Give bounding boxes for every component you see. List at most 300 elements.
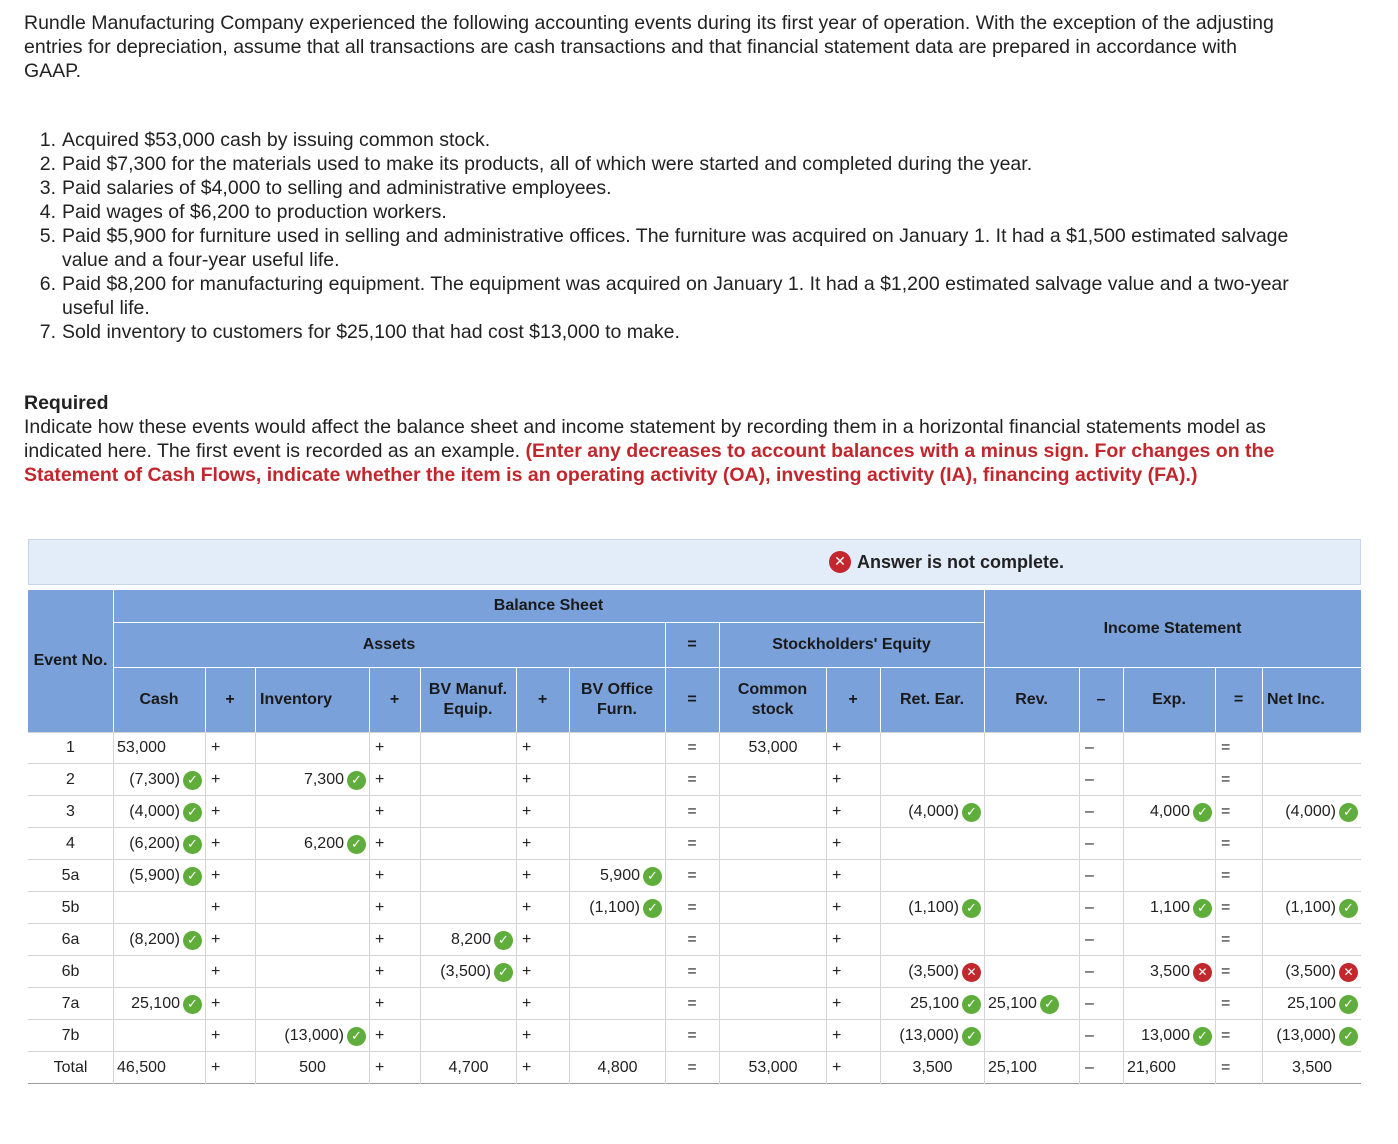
event-number: 2.: [39, 153, 56, 175]
event-number: 7.: [39, 321, 56, 343]
operator-equals: =: [687, 1059, 697, 1076]
header-divider: [880, 667, 881, 732]
check-circle-icon: ✓: [643, 867, 662, 886]
operator-plus: +: [211, 1059, 221, 1076]
operator-plus: +: [522, 739, 532, 756]
bv-office-furn-column-header: BV Office Furn.: [569, 667, 665, 732]
cell-value: (8,200): [129, 931, 180, 948]
ret-ear-input-cell[interactable]: [880, 764, 984, 796]
rev-column-header: Rev.: [984, 667, 1079, 732]
header-divider: [665, 622, 666, 667]
bv-office-input-cell: [569, 1052, 665, 1084]
operator-plus: +: [375, 803, 385, 820]
equals-header: =: [1215, 667, 1262, 732]
net-inc-input-cell[interactable]: [1262, 1020, 1361, 1052]
cash-input-cell[interactable]: [113, 796, 205, 828]
cell-value: (7,300): [129, 771, 180, 788]
operator-minus: –: [1085, 963, 1094, 980]
cell-value: 5,900: [599, 867, 640, 884]
ret-ear-input-cell[interactable]: [880, 732, 984, 764]
bv-manuf-input-cell[interactable]: [420, 1020, 516, 1052]
ret-ear-input-cell[interactable]: [880, 988, 984, 1020]
header-divider: [719, 667, 720, 732]
operator-equals: =: [687, 899, 697, 916]
event-no-header: Event No.: [28, 590, 113, 732]
check-circle-icon: ✓: [962, 1027, 981, 1046]
cash-input-cell: [113, 1052, 205, 1084]
exp-input-cell[interactable]: [1123, 988, 1215, 1020]
ret-ear-input-cell[interactable]: [880, 924, 984, 956]
common-stock-input-cell[interactable]: [719, 892, 826, 924]
row-divider: [28, 732, 1361, 733]
cell-value: 25,100: [910, 995, 959, 1012]
rev-input-cell[interactable]: [984, 924, 1079, 956]
cell-value: (13,000): [284, 1027, 344, 1044]
cell-value: (3,500): [1285, 963, 1336, 980]
check-circle-icon: ✓: [1339, 899, 1358, 918]
bv-office-input-cell[interactable]: [569, 732, 665, 764]
net-inc-input-cell[interactable]: [1262, 796, 1361, 828]
event-number: 1.: [39, 129, 56, 151]
column-divider: [665, 732, 666, 1084]
check-circle-icon: ✓: [962, 899, 981, 918]
inventory-input-cell[interactable]: [255, 860, 369, 892]
ret-ear-input-cell[interactable]: [880, 1020, 984, 1052]
operator-equals: =: [687, 931, 697, 948]
event-number-cell: 7b: [61, 1027, 80, 1044]
cell-value: 21,600: [1127, 1059, 1176, 1076]
cell-value: 3,500: [1291, 1059, 1333, 1076]
cell-value: (5,900): [129, 867, 180, 884]
header-divider: [665, 667, 666, 732]
operator-minus: –: [1085, 803, 1094, 820]
exp-input-cell[interactable]: [1123, 764, 1215, 796]
check-circle-icon: ✓: [1040, 995, 1059, 1014]
check-circle-icon: ✓: [183, 931, 202, 950]
check-circle-icon: ✓: [1193, 803, 1212, 822]
inventory-input-cell[interactable]: [255, 924, 369, 956]
cell-value: (1,100): [1285, 899, 1336, 916]
common-stock-input-cell: [719, 1052, 826, 1084]
bv-manuf-input-cell[interactable]: [420, 892, 516, 924]
operator-plus: +: [375, 867, 385, 884]
operator-plus: +: [211, 995, 221, 1012]
cell-value: 7,300: [303, 771, 344, 788]
event-number: 5.: [39, 225, 56, 247]
exp-input-cell[interactable]: [1123, 924, 1215, 956]
event-item: [22, 128, 1302, 152]
cell-value: (1,100): [908, 899, 959, 916]
cell-value: (4,000): [129, 803, 180, 820]
inventory-input-cell[interactable]: [255, 796, 369, 828]
operator-equals: =: [687, 771, 697, 788]
operator-plus: +: [832, 899, 842, 916]
event-item: [22, 272, 1302, 320]
check-circle-icon: ✓: [494, 931, 513, 950]
cell-value: (4,000): [908, 803, 959, 820]
header-divider: [1262, 667, 1263, 732]
bv-office-input-cell[interactable]: [569, 796, 665, 828]
x-circle-icon: ✕: [962, 963, 981, 982]
event-list: [22, 128, 1302, 344]
minus-header: –: [1079, 667, 1123, 732]
operator-plus: +: [375, 771, 385, 788]
inventory-input-cell[interactable]: [255, 732, 369, 764]
event-item: [22, 200, 1302, 224]
required-title: Required: [24, 392, 109, 414]
bv-manuf-input-cell[interactable]: [420, 796, 516, 828]
bv-manuf-input-cell[interactable]: [420, 764, 516, 796]
cell-value: (1,100): [589, 899, 640, 916]
common-stock-input-cell[interactable]: [719, 956, 826, 988]
check-circle-icon: ✓: [347, 771, 366, 790]
operator-equals: =: [1221, 803, 1231, 820]
event-item: [22, 320, 1302, 344]
bv-manuf-input-cell[interactable]: [420, 988, 516, 1020]
net-inc-input-cell[interactable]: [1262, 860, 1361, 892]
operator-plus: +: [375, 995, 385, 1012]
net-inc-input-cell[interactable]: [1262, 924, 1361, 956]
header-divider: [369, 667, 370, 732]
exp-input-cell[interactable]: [1123, 828, 1215, 860]
operator-minus: –: [1085, 1059, 1094, 1076]
answer-status-message: [829, 551, 1064, 573]
header-divider: [516, 667, 517, 732]
bv-manuf-input-cell[interactable]: [420, 828, 516, 860]
check-circle-icon: ✓: [1339, 1027, 1358, 1046]
check-circle-icon: ✓: [1193, 1027, 1212, 1046]
exp-input-cell[interactable]: [1123, 796, 1215, 828]
rev-input-cell[interactable]: [984, 860, 1079, 892]
event-text: Paid salaries of $4,000 to selling and administrative employees.: [62, 177, 612, 199]
required-text: [24, 415, 1294, 487]
cell-value: 3,500: [912, 1059, 953, 1076]
net-inc-input-cell[interactable]: [1262, 956, 1361, 988]
operator-equals: =: [1221, 867, 1231, 884]
cell-value: (3,500): [440, 963, 491, 980]
cell-value: 4,800: [597, 1059, 638, 1076]
cash-input-cell[interactable]: [113, 860, 205, 892]
cash-input-cell[interactable]: [113, 828, 205, 860]
ret-ear-input-cell[interactable]: [880, 860, 984, 892]
ret-ear-input-cell[interactable]: [880, 828, 984, 860]
inventory-input-cell[interactable]: [255, 1020, 369, 1052]
event-text: Paid $8,200 for manufacturing equipment. The equipment was acquired on January 1. It had a $1,200 estimated salvage value and a two-year useful life.: [62, 273, 1289, 319]
ret-ear-input-cell[interactable]: [880, 796, 984, 828]
cash-input-cell[interactable]: [113, 956, 205, 988]
operator-plus: +: [832, 1027, 842, 1044]
cell-value: (4,000): [1285, 803, 1336, 820]
column-divider: [420, 732, 421, 1084]
inventory-input-cell: [255, 1052, 369, 1084]
exp-input-cell[interactable]: [1123, 892, 1215, 924]
net-inc-input-cell[interactable]: [1262, 828, 1361, 860]
cell-value: 53,000: [117, 739, 166, 756]
exp-input-cell[interactable]: [1123, 732, 1215, 764]
operator-equals: =: [1221, 963, 1231, 980]
operator-plus: +: [211, 963, 221, 980]
cell-value: (13,000): [1276, 1027, 1336, 1044]
cash-input-cell[interactable]: [113, 892, 205, 924]
net-inc-input-cell[interactable]: [1262, 764, 1361, 796]
cash-column-header: Cash: [113, 667, 205, 732]
cell-value: 4,000: [1149, 803, 1190, 820]
rev-input-cell: [984, 1052, 1079, 1084]
intro-text: Rundle Manufacturing Company experienced the following accounting events during its first year of operation. With the exception of the adjusting entries for depreciation, assume that all transactions are cash transactions and that financial statement data are prepared in accordance with GAAP.: [24, 12, 1274, 82]
operator-plus: +: [832, 803, 842, 820]
operator-equals: =: [1221, 1027, 1231, 1044]
event-text: Paid $7,300 for the materials used to make its products, all of which were started and completed during the year.: [62, 153, 1033, 175]
common-stock-input-cell[interactable]: [719, 988, 826, 1020]
event-number: 4.: [39, 201, 56, 223]
exp-input-cell: [1123, 1052, 1215, 1084]
bv-office-input-cell[interactable]: [569, 988, 665, 1020]
operator-plus: +: [522, 867, 532, 884]
operator-plus: +: [522, 803, 532, 820]
row-divider: [113, 622, 984, 623]
operator-plus: +: [211, 867, 221, 884]
operator-equals: =: [687, 835, 697, 852]
event-number: 6.: [39, 273, 56, 295]
operator-equals: =: [1221, 931, 1231, 948]
check-circle-icon: ✓: [962, 995, 981, 1014]
header-divider: [569, 667, 570, 732]
inventory-input-cell[interactable]: [255, 892, 369, 924]
answer-status-banner: [28, 539, 1361, 585]
column-divider: [369, 732, 370, 1084]
check-circle-icon: ✓: [1339, 803, 1358, 822]
bv-office-input-cell[interactable]: [569, 764, 665, 796]
stockholders-equity-header: Stockholders' Equity: [719, 622, 984, 667]
inventory-input-cell[interactable]: [255, 988, 369, 1020]
operator-plus: +: [375, 1027, 385, 1044]
cell-value: 25,100: [1287, 995, 1336, 1012]
event-item: [22, 224, 1302, 272]
check-circle-icon: ✓: [183, 835, 202, 854]
check-circle-icon: ✓: [1339, 995, 1358, 1014]
operator-minus: –: [1085, 995, 1094, 1012]
operator-plus: +: [375, 931, 385, 948]
x-circle-icon: ✕: [1193, 963, 1212, 982]
operator-plus: +: [832, 1059, 842, 1076]
exp-input-cell[interactable]: [1123, 860, 1215, 892]
column-divider: [1123, 732, 1124, 1084]
column-divider: [719, 732, 720, 1084]
operator-equals: =: [687, 739, 697, 756]
x-circle-icon: ✕: [1339, 963, 1358, 982]
header-divider: [1215, 667, 1216, 732]
rev-input-cell[interactable]: [984, 988, 1079, 1020]
required-description: Indicate how these events would affect the balance sheet and income statement by recording them in a horizontal financial statements model as indicated here. The first event is recorded as an example.: [24, 416, 1266, 462]
common-stock-input-cell[interactable]: [719, 732, 826, 764]
check-circle-icon: ✓: [1193, 899, 1212, 918]
cell-value: 53,000: [748, 739, 798, 756]
operator-plus: +: [522, 963, 532, 980]
balance-sheet-header: Balance Sheet: [113, 590, 984, 622]
header-divider: [420, 667, 421, 732]
check-circle-icon: ✓: [962, 803, 981, 822]
ret-ear-input-cell[interactable]: [880, 892, 984, 924]
operator-plus: +: [522, 995, 532, 1012]
operator-plus: +: [832, 995, 842, 1012]
operator-minus: –: [1085, 867, 1094, 884]
operator-minus: –: [1085, 771, 1094, 788]
bv-manuf-input-cell[interactable]: [420, 860, 516, 892]
bv-office-input-cell[interactable]: [569, 924, 665, 956]
header-divider: [1123, 667, 1124, 732]
column-divider: [984, 732, 985, 1084]
common-stock-input-cell[interactable]: [719, 860, 826, 892]
rev-input-cell[interactable]: [984, 956, 1079, 988]
operator-minus: –: [1085, 835, 1094, 852]
event-text: Sold inventory to customers for $25,100 that had cost $13,000 to make.: [62, 321, 680, 343]
rev-input-cell[interactable]: [984, 764, 1079, 796]
cell-value: 25,100: [988, 1059, 1037, 1076]
exp-column-header: Exp.: [1123, 667, 1215, 732]
common-stock-input-cell[interactable]: [719, 1020, 826, 1052]
bv-manuf-input-cell[interactable]: [420, 732, 516, 764]
event-number-cell: 4: [66, 835, 75, 852]
operator-plus: +: [211, 771, 221, 788]
net-inc-input-cell: [1262, 1052, 1361, 1084]
cash-input-cell[interactable]: [113, 988, 205, 1020]
operator-plus: +: [832, 867, 842, 884]
operator-plus: +: [375, 739, 385, 756]
bv-manuf-input-cell[interactable]: [420, 956, 516, 988]
exp-input-cell[interactable]: [1123, 956, 1215, 988]
operator-plus: +: [522, 771, 532, 788]
event-number-cell: 5b: [61, 899, 80, 916]
rev-input-cell[interactable]: [984, 732, 1079, 764]
operator-plus: +: [375, 835, 385, 852]
common-stock-column-header: Common stock: [719, 667, 826, 732]
common-stock-input-cell[interactable]: [719, 924, 826, 956]
header-divider: [719, 622, 720, 667]
column-divider: [255, 732, 256, 1084]
column-divider: [1262, 732, 1263, 1084]
operator-plus: +: [375, 963, 385, 980]
operator-plus: +: [211, 739, 221, 756]
header-divider: [984, 667, 985, 732]
operator-plus: +: [522, 835, 532, 852]
rev-input-cell[interactable]: [984, 1020, 1079, 1052]
column-divider: [516, 732, 517, 1084]
operator-plus: +: [832, 931, 842, 948]
header-divider: [205, 667, 206, 732]
check-circle-icon: ✓: [183, 803, 202, 822]
common-stock-input-cell[interactable]: [719, 764, 826, 796]
operator-plus: +: [832, 771, 842, 788]
event-number-cell: 3: [66, 803, 75, 820]
operator-plus: +: [211, 1027, 221, 1044]
event-item: [22, 176, 1302, 200]
inventory-input-cell[interactable]: [255, 956, 369, 988]
operator-plus: +: [211, 899, 221, 916]
event-number-cell: 6a: [61, 931, 80, 948]
operator-equals: =: [687, 995, 697, 1012]
operator-plus: +: [522, 1059, 532, 1076]
bv-office-input-cell[interactable]: [569, 828, 665, 860]
net-inc-input-cell[interactable]: [1262, 732, 1361, 764]
event-number-cell: 2: [66, 771, 75, 788]
cash-input-cell[interactable]: [113, 732, 205, 764]
bv-office-input-cell[interactable]: [569, 956, 665, 988]
net-inc-input-cell[interactable]: [1262, 892, 1361, 924]
operator-plus: +: [522, 899, 532, 916]
rev-input-cell[interactable]: [984, 828, 1079, 860]
plus-header: +: [369, 667, 420, 732]
inventory-column-header: Inventory: [255, 667, 369, 732]
inventory-input-cell[interactable]: [255, 828, 369, 860]
header-divider: [113, 590, 114, 732]
check-circle-icon: ✓: [347, 835, 366, 854]
event-number-cell: Total: [53, 1059, 88, 1076]
rev-input-cell[interactable]: [984, 796, 1079, 828]
cell-value: 6,200: [303, 835, 344, 852]
cell-value: 25,100: [988, 995, 1037, 1012]
event-text: Paid wages of $6,200 to production workers.: [62, 201, 447, 223]
bv-office-input-cell[interactable]: [569, 892, 665, 924]
common-stock-input-cell[interactable]: [719, 828, 826, 860]
net-inc-input-cell[interactable]: [1262, 988, 1361, 1020]
cell-value: 3,500: [1149, 963, 1190, 980]
net-inc-column-header: Net Inc.: [1262, 667, 1361, 732]
cash-input-cell[interactable]: [113, 764, 205, 796]
ret-ear-input-cell[interactable]: [880, 956, 984, 988]
operator-plus: +: [832, 835, 842, 852]
cash-input-cell[interactable]: [113, 1020, 205, 1052]
event-text: Paid $5,900 for furniture used in selling and administrative offices. The furniture was acquired on January 1. It had a $1,500 estimated salvage value and a four-year useful life.: [62, 225, 1289, 271]
common-stock-input-cell[interactable]: [719, 796, 826, 828]
column-divider: [1079, 732, 1080, 1084]
column-divider: [1215, 732, 1216, 1084]
event-number-cell: 7a: [61, 995, 80, 1012]
exp-input-cell[interactable]: [1123, 1020, 1215, 1052]
cash-input-cell[interactable]: [113, 924, 205, 956]
operator-equals: =: [687, 803, 697, 820]
cell-value: 500: [299, 1059, 326, 1076]
bv-office-input-cell[interactable]: [569, 860, 665, 892]
required-instruction: (Enter any decreases to account balances with a minus sign. For changes on the Statement of Cash Flows, indicate whether the item is an operating activity (OA), investing activity (IA), financing activity (FA).): [24, 440, 1275, 486]
column-divider: [569, 732, 570, 1084]
bv-manuf-input-cell: [420, 1052, 516, 1084]
rev-input-cell[interactable]: [984, 892, 1079, 924]
operator-equals: =: [1221, 995, 1231, 1012]
operator-minus: –: [1085, 931, 1094, 948]
plus-header: +: [516, 667, 569, 732]
event-number-cell: 6b: [61, 963, 80, 980]
header-divider: [826, 667, 827, 732]
cell-value: 53,000: [748, 1059, 798, 1076]
operator-plus: +: [211, 931, 221, 948]
row-divider: [113, 667, 1361, 668]
check-circle-icon: ✓: [183, 867, 202, 886]
cell-value: 13,000: [1141, 1027, 1190, 1044]
check-circle-icon: ✓: [183, 995, 202, 1014]
operator-minus: –: [1085, 739, 1094, 756]
bv-manuf-input-cell[interactable]: [420, 924, 516, 956]
answer-status-text: Answer is not complete.: [857, 551, 1065, 572]
assets-header: Assets: [113, 622, 665, 667]
income-statement-header: Income Statement: [984, 590, 1361, 667]
operator-minus: –: [1085, 899, 1094, 916]
inventory-input-cell[interactable]: [255, 764, 369, 796]
header-divider: [255, 667, 256, 732]
check-circle-icon: ✓: [643, 899, 662, 918]
bv-office-input-cell[interactable]: [569, 1020, 665, 1052]
column-divider: [826, 732, 827, 1084]
event-number-cell: 5a: [61, 867, 80, 884]
